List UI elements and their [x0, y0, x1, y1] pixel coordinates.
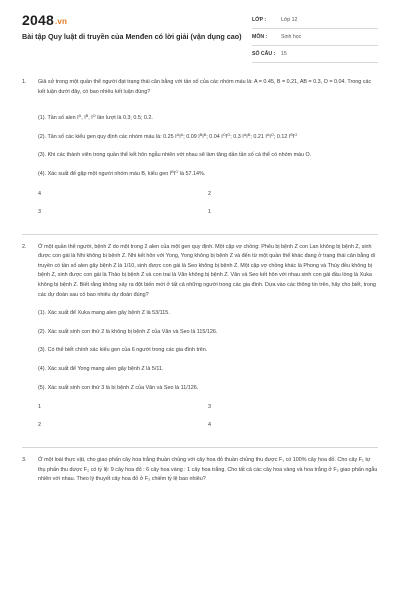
meta-row-class — [252, 12, 378, 29]
question-number: 1. — [22, 79, 27, 85]
divider — [22, 447, 378, 448]
answer-options — [38, 403, 378, 439]
question-1 — [22, 78, 378, 226]
answer-option[interactable]: 4 — [208, 422, 211, 429]
divider — [22, 234, 378, 235]
page-header — [22, 12, 378, 66]
meta-value: 15 — [281, 51, 287, 57]
brand-suffix: .vn — [54, 17, 68, 26]
meta-row-count — [252, 46, 378, 63]
statement: (4). Xác suất để gặp một người nhóm máu B, kiểu gen $I^BI^O$ là 57.14%. — [38, 169, 206, 177]
answer-option[interactable]: 4 — [38, 190, 41, 197]
answer-option[interactable]: 2 — [208, 190, 211, 197]
meta-value: Lớp 12 — [281, 17, 298, 23]
question-2 — [22, 243, 378, 440]
document-title: Bài tập Quy luật di truyền của Menđen có lời giải (vận dụng cao) — [22, 32, 242, 41]
statement: (3). Có thể biết chính xác kiểu gen của 6 người trong các gia đình trên. — [38, 347, 208, 354]
meta-key: LỚP : — [252, 17, 267, 23]
answer-option[interactable]: 3 — [38, 208, 41, 215]
statement: (4). Xác suất để Yong mang alen gây bệnh Z là 5/11. — [38, 365, 164, 372]
meta-key: MÔN : — [252, 34, 268, 40]
statement: (3). Khi các thành viên trong quần thể kết hôn ngẫu nhiên với nhau sẽ làm tăng dần tần số cá thể có nhóm máu O. — [38, 152, 312, 159]
answer-option[interactable]: 3 — [208, 404, 211, 411]
statement: (1). Xác suất để Xuka mang alen gây bệnh Z là 53/115. — [38, 310, 170, 317]
statement: (1). Tần số alen $I^A$, $I^B$, $I^O$ lần lượt là 0.3; 0.5; 0.2. — [38, 114, 153, 122]
question-text: Giả sử trong một quần thể người đạt trạng thái cân bằng với tần số của các nhóm máu là: A = 0.45, B = 0.21, AB = 0.3, O = 0.04. Trong các kết luận dưới đây, có bao nhiêu kết luận đúng? — [38, 79, 372, 95]
meta-row-subject — [252, 29, 378, 46]
brand-name: 2048 — [22, 12, 54, 28]
answer-option[interactable]: 1 — [38, 404, 41, 411]
answer-option[interactable]: 2 — [38, 422, 41, 429]
answer-options — [38, 190, 378, 226]
meta-key: SỐ CÂU : — [252, 51, 276, 57]
question-text: Ở một loài thực vật, cho giao phấn cây hoa trắng thuần chủng với cây hoa đỏ thuần chủng thu được F₁ có 100% cây hoa đỏ. Cho cây F₁ tự thụ phấn thu được F₂ có tỷ lệ: 9 cây hoa đỏ : 6 cây hoa vàng : 1 cây hoa trắng. Cho tất cả các cây hoa vàng và hoa trắng ở F₂ giao phấn ngẫu nhiên với nhau. Theo lý thuyết cây hoa đỏ ở F₃ chiếm tỷ lệ bao nhiêu? — [38, 457, 378, 483]
question-number: 3. — [22, 457, 27, 464]
question-3 — [22, 456, 378, 485]
statement: (2). Tần số các kiểu gen quy định các nhóm máu là: 0.25 $I^AI^A$; 0.09 $I^BI^B$; 0.04 $I^OI^O$; 0.3 $I^AI^B$; 0.21 $I^AI^O$; 0.12 $I^BI^O$ — [38, 132, 298, 140]
statement: (5). Xác suất sinh con thứ 3 là bị bệnh Z của Văn và Seo là 11/126. — [38, 384, 199, 391]
question-text: Ở một quần thể người, bệnh Z do một trong 2 alen của một gen quy định. Một cặp vợ chồng: Phêu bị bệnh Z con Lan không bị bệnh Z, sinh được con gái là Nhi không bị bệnh Z. Nhi kết hôn với Yong, Yong không bị bệnh Z và đến từ một quần thể khác đang ở trạng thái cân bằng di truyền có tần số alen gây bệnh Z là 1/10, sinh được con gái là Seo không bị bệnh Z. Một cặp vợ chồng khác là Phong và Thúy đều không bị bệnh Z, sinh được con gái là Thảo bị bệnh Z và con trai là Văn không bị bệnh Z. Văn và Seo kết hôn với nhau sinh con gái đầu lòng là Xuka không bị bệnh Z. Biết rằng không xảy ra đột biến mới ở tất cả những người trong các gia đình. Dựa vào các thông tin trên, hãy cho biết, trong các dự đoán sau có bao nhiêu dự đoán đúng? — [38, 243, 376, 298]
statement: (2). Xác suất sinh con thứ 2 là không bị bệnh Z của Văn và Seo là 115/126. — [38, 328, 218, 335]
question-list — [22, 78, 378, 485]
meta-table — [252, 12, 378, 63]
meta-value: Sinh học — [281, 34, 302, 40]
answer-option[interactable]: 1 — [208, 208, 211, 215]
brand-logo[interactable] — [22, 12, 67, 28]
question-number: 2. — [22, 243, 27, 250]
